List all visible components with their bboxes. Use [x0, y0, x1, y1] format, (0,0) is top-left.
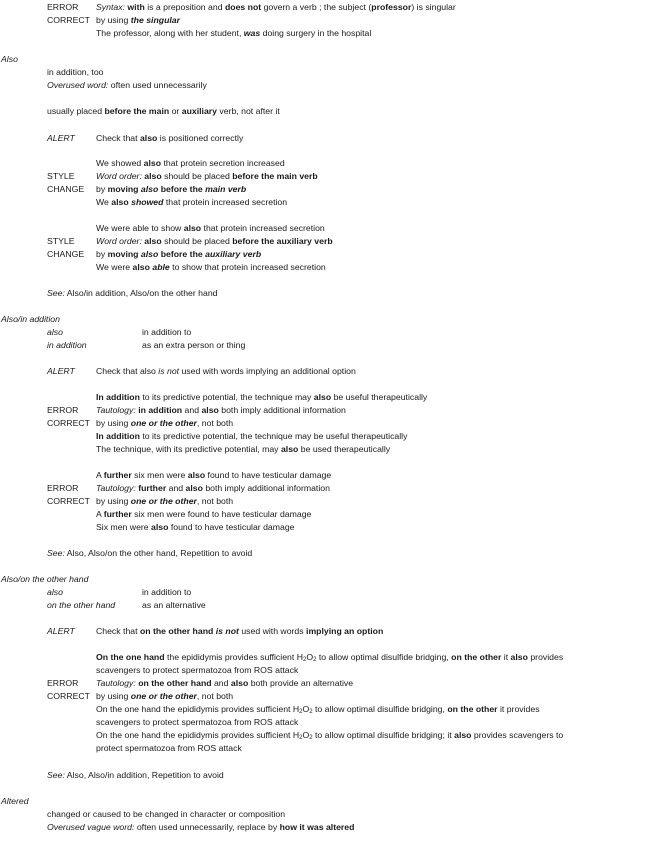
- error-tag: ERROR: [47, 405, 79, 415]
- syntax-note: Syntax: with is a preposition and does not govern a verb ; the subject (professor) is singular: [96, 2, 456, 12]
- example-sentence-continued: protect spermatozoa from ROS attack: [96, 743, 242, 753]
- example-sentence: On the one hand the epididymis provides sufficient $H_2O_2$ to allow optimal disulfide bridging; it also provides scavengers to: [96, 730, 564, 741]
- word-order-note: Word order: also should be placed before the main verb: [96, 171, 318, 181]
- entry-heading-also-in-addition: Also/in addition: [1, 314, 60, 324]
- see-also: See: Also, Also/on the other hand, Repetition to avoid: [47, 548, 253, 558]
- example-sentence-continued: scavengers to protect spermatozoa from ROS attack: [96, 665, 299, 675]
- tautology-note: Tautology: further and also both imply additional information: [96, 483, 330, 493]
- change-note: by moving also before the main verb: [96, 184, 247, 194]
- position-note: usually placed before the main or auxiliary verb, not after it: [47, 106, 280, 116]
- correct-tag: CORRECT: [47, 418, 90, 428]
- error-tag: ERROR: [47, 678, 79, 688]
- alert-note: Check that on the other hand is not used with words implying an option: [96, 626, 384, 636]
- correct-tag: CORRECT: [47, 15, 90, 25]
- correct-tag: CORRECT: [47, 496, 90, 506]
- alert-tag: ALERT: [47, 366, 75, 376]
- example-sentence: We also showed that protein increased secretion: [96, 197, 288, 207]
- style-tag: STYLE: [47, 236, 75, 246]
- correction-note: by using the singular: [96, 15, 181, 25]
- example-sentence: The technique, with its predictive potential, may also be used therapeutically: [96, 444, 391, 454]
- example-sentence: In addition to its predictive potential, the technique may also be useful therapeutically: [96, 392, 428, 402]
- correct-tag: CORRECT: [47, 691, 90, 701]
- example-sentence: We showed also that protein secretion increased: [96, 158, 285, 168]
- definition: in addition, too: [47, 67, 104, 77]
- example-sentence: The professor, along with her student, was doing surgery in the hospital: [96, 28, 372, 38]
- change-tag: CHANGE: [47, 249, 85, 259]
- entry-heading-altered: Altered: [1, 796, 29, 806]
- alert-note: Check that also is positioned correctly: [96, 133, 244, 143]
- example-sentence: On the one hand the epididymis provides sufficient $H_2O_2$ to allow optimal disulfide bridging, on the other it provides: [96, 704, 540, 715]
- alert-note: Check that also is not used with words implying an additional option: [96, 366, 356, 376]
- entry-heading-also: Also: [1, 54, 18, 64]
- example-sentence: On the one hand the epididymis provides sufficient $H_2O_2$ to allow optimal disulfide bridging, on the other it also provides: [96, 652, 564, 663]
- overused-note: Overused vague word: often used unnecessarily, replace by how it was altered: [47, 822, 355, 832]
- style-tag: STYLE: [47, 171, 75, 181]
- tautology-note: Tautology: in addition and also both imply additional information: [96, 405, 346, 415]
- see-also: See: Also, Also/in addition, Repetition to avoid: [47, 770, 224, 780]
- example-sentence: Six men were also found to have testicular damage: [96, 522, 295, 532]
- term-definition: as an alternative: [142, 600, 206, 610]
- example-sentence: A further six men were also found to have testicular damage: [96, 470, 332, 480]
- alert-tag: ALERT: [47, 133, 75, 143]
- tautology-note: Tautology: on the other hand and also both provide an alternative: [96, 678, 354, 688]
- example-sentence: We were also able to show that protein increased secretion: [96, 262, 326, 272]
- term: in addition: [47, 340, 87, 350]
- error-tag: ERROR: [47, 483, 79, 493]
- change-note: by moving also before the auxiliary verb: [96, 249, 262, 259]
- see-also: See: Also/in addition, Also/on the other hand: [47, 288, 218, 298]
- definition: changed or caused to be changed in character or composition: [47, 809, 286, 819]
- example-sentence-continued: scavengers to protect spermatozoa from ROS attack: [96, 717, 299, 727]
- change-tag: CHANGE: [47, 184, 85, 194]
- term: on the other hand: [47, 600, 116, 610]
- error-tag: ERROR: [47, 2, 79, 12]
- example-sentence: We were able to show also that protein increased secretion: [96, 223, 325, 233]
- overused-note: Overused word: often used unnecessarily: [47, 80, 207, 90]
- term-definition: in addition to: [142, 327, 192, 337]
- alert-tag: ALERT: [47, 626, 75, 636]
- term: also: [47, 587, 63, 597]
- correction-note: by using one or the other, not both: [96, 418, 234, 428]
- correction-note: by using one or the other, not both: [96, 691, 234, 701]
- entry-heading-also-on-the-other-hand: Also/on the other hand: [1, 574, 89, 584]
- term-definition: as an extra person or thing: [142, 340, 246, 350]
- correction-note: by using one or the other, not both: [96, 496, 234, 506]
- term: also: [47, 327, 63, 337]
- example-sentence: In addition to its predictive potential, the technique may be useful therapeutically: [96, 431, 408, 441]
- word-order-note: Word order: also should be placed before the auxiliary verb: [96, 236, 333, 246]
- example-sentence: A further six men were found to have testicular damage: [96, 509, 312, 519]
- term-definition: in addition to: [142, 587, 192, 597]
